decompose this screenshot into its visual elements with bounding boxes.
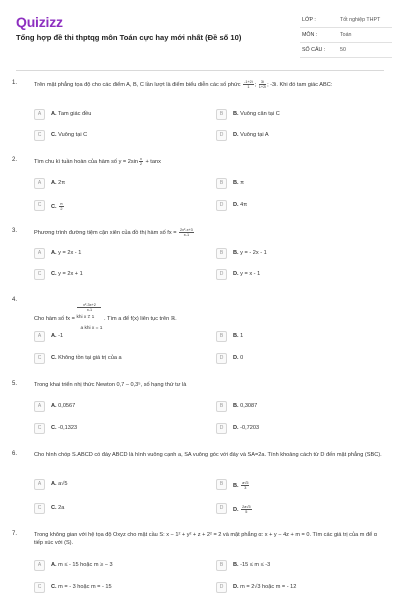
option-a[interactable] [34,479,210,492]
option-badge: B [216,109,227,120]
option-d[interactable] [216,423,392,436]
meta-value: 50 [340,47,346,53]
option-c[interactable] [34,353,210,366]
option-text: B. -15 ≤ m ≤ -3 [233,562,271,568]
meta-row-class [300,13,392,28]
question-number: 2. [12,157,18,163]
question-text: Cho hàm số fx = x²-3x+2 x-1 khi x ≠ 1 a khi x = 1 . Tìm a để f(x) liên tục trên ℝ. [34,303,386,334]
option-b[interactable] [216,178,392,191]
option-badge: B [216,331,227,342]
option-badge: C [34,353,45,364]
question-text: Trong không gian với hệ tọa độ Oxyz cho mặt cầu S: x − 1² + y² + z + 2² = 2 và mặt phẳng α: x + y − 4z + m = 0. Tìm các giá trị của m để α tiếp xúc với (S). [34,532,377,547]
fraction-denominator: 1 [247,85,250,89]
meta-table [300,13,392,58]
option-a[interactable] [34,109,210,122]
question-text-part: Trên mặt phẳng tọa độ cho các điểm A, B, C lần lượt là điểm biểu diễn các số phức [34,81,241,88]
option-text: A. y = 2x - 1 [51,250,82,256]
option-text: B. Vuông cân tại C [233,111,280,117]
option-b[interactable] [216,248,392,261]
option-badge: D [216,130,227,141]
option-badge: D [216,353,227,364]
option-text: D. -0,7203 [233,425,260,431]
option-text: C. y = 2x + 1 [51,271,83,277]
option-text: D. 0 [233,355,244,361]
question-number: 7. [12,531,18,537]
fraction: $\frac{x}{2}$ [139,157,143,166]
option-badge: B [216,401,227,412]
option-text: C. Vuông tại C [51,132,88,138]
option-c[interactable] [34,423,210,436]
question-text: Tìm chu kì tuần hoàn của hàm số y = 2sin $\frac{x}{2}$ + tanx [34,157,161,166]
fraction: $\frac{\text{2x²-x+3}}{x-1}$ [180,228,193,237]
meta-value: Toán [340,32,352,38]
option-badge: A [34,178,45,189]
option-d[interactable] [216,200,392,213]
question-number: 5. [12,381,18,387]
option-text: A. a√5 [51,481,68,487]
option-badge: D [216,582,227,593]
option-badge: C [34,200,45,211]
option-a[interactable] [34,560,210,573]
option-text: A. Tam giác đều [51,111,92,117]
option-badge: A [34,331,45,342]
meta-row-subject [300,28,392,43]
option-badge: C [34,130,45,141]
option-c[interactable] [34,582,210,595]
option-d[interactable] [216,503,392,516]
piecewise-function: x²-3x+2 x-1 khi x ≠ 1 a khi x = 1 [76,303,103,331]
option-badge: A [34,109,45,120]
option-text: B. y = - 2x - 1 [233,250,267,256]
option-text: C. $\frac{\pi}{2}$ [51,202,63,211]
option-text: A. m ≤ - 15 hoặc m ≥ − 3 [51,562,113,568]
option-c[interactable] [34,200,210,213]
option-badge: A [34,560,45,571]
option-b[interactable] [216,331,392,344]
option-badge: B [216,178,227,189]
option-badge: C [34,582,45,593]
option-badge: A [34,248,45,259]
option-c[interactable] [34,269,210,282]
option-text: A. 2π [51,180,66,186]
option-text: C. -0,1323 [51,425,78,431]
meta-key: SỐ CÂU : [302,47,326,53]
option-c[interactable] [34,503,210,516]
option-text: C. Không tồn tại giá trị của a [51,355,122,361]
option-a[interactable] [34,248,210,261]
option-badge: C [34,503,45,514]
question-number: 4. [12,297,18,303]
fraction-denominator: 1+2i [258,85,267,89]
question-number: 1. [12,80,18,86]
option-d[interactable] [216,582,392,595]
option-c[interactable] [34,130,210,143]
option-b[interactable] [216,560,392,573]
option-b[interactable] [216,479,392,492]
option-b[interactable] [216,109,392,122]
option-text: A. -1 [51,333,64,339]
option-text: D. y = x - 1 [233,271,261,277]
option-badge: C [34,269,45,280]
option-d[interactable] [216,353,392,366]
option-a[interactable] [34,401,210,414]
meta-row-count [300,43,392,58]
question-text-part: ; [254,81,258,88]
fraction-numerator: 3i [259,80,266,85]
option-text: C. 2a [51,505,65,511]
option-b[interactable] [216,401,392,414]
meta-key: LỚP : [302,17,316,23]
option-text: D. m = 2√3 hoặc m = - 12 [233,584,297,590]
fraction: $\frac{\pi}{2}$ [60,202,63,211]
question-text [34,80,386,89]
meta-value: Tốt nghiệp THPT [340,17,381,23]
header-divider [16,70,384,71]
fraction: $\frac{2a√5}{5}$ [242,505,251,514]
question-text: Trong khai triển nhị thức Newton 0,7 – 0,3⁵, số hạng thứ tư là [34,382,187,388]
option-badge: D [216,269,227,280]
option-text: D. Vuông tại A [233,132,269,138]
question-number: 6. [12,451,18,457]
meta-key: MÔN : [302,32,318,38]
option-badge: D [216,200,227,211]
option-badge: D [216,503,227,514]
fraction-numerator: -1+2i [244,80,253,84]
option-d[interactable] [216,130,392,143]
question-number: 3. [12,228,18,234]
question-text: Phương trình đường tiệm cận xiên của đồ thị hàm số fx = $\frac{\text{2x²-x+3}}{x-1}$ [34,228,193,237]
option-text: B. π [233,180,245,186]
option-text: D. $\frac{2a√5}{5}$ [233,505,251,514]
question-text: Cho hình chóp S.ABCD có đáy ABCD là hình vuông cạnh a, SA vuông góc với đáy và SA=2a. Tính khoảng cách từ D đến mặt phẳng (SBC). [34,452,382,458]
option-badge: B [216,560,227,571]
option-d[interactable] [216,269,392,282]
document-title: Tổng hợp đề thi thptqg môn Toán cực hay mới nhất (Đề số 10) [16,33,242,42]
option-badge: B [216,248,227,259]
option-text: B. $\frac{a√5}{3}$ [233,481,249,490]
option-text: C. m = - 3 hoặc m = - 15 [51,584,112,590]
option-badge: D [216,423,227,434]
option-badge: B [216,479,227,490]
option-badge: C [34,423,45,434]
option-a[interactable] [34,178,210,191]
option-text: B. 1 [233,333,244,339]
fraction [259,80,266,89]
option-text: B. 0,3087 [233,403,258,409]
option-badge: A [34,401,45,412]
quizizz-logo: Quizizz [16,14,63,30]
fraction: $\frac{a√5}{3}$ [242,481,249,490]
option-badge: A [34,479,45,490]
option-text: D. 4π [233,202,248,208]
question-text-part: ; -3i. Khi đó tam giác ABC: [267,81,333,88]
option-a[interactable] [34,331,210,344]
option-text: A. 0,0567 [51,403,76,409]
fraction [243,80,254,89]
